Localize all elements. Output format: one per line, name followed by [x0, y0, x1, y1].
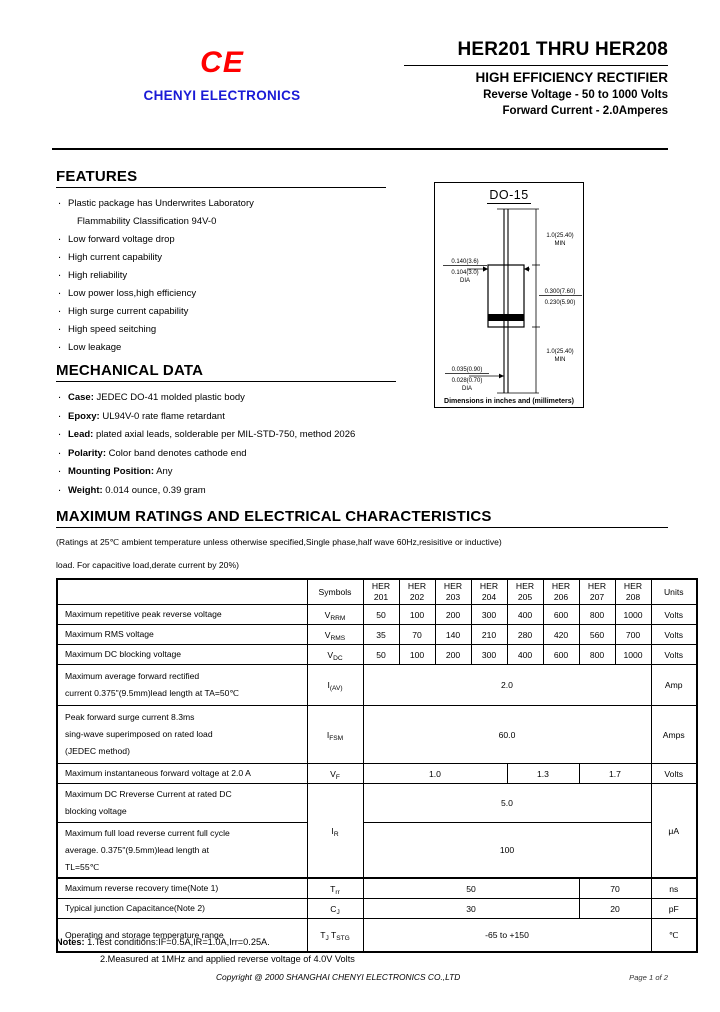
unit-cell: Volts: [651, 605, 697, 625]
param-label: Maximum reverse recovery time(Note 1): [57, 878, 307, 899]
symbol-base: V: [324, 609, 331, 620]
param-label: [57, 784, 307, 823]
do15-outline-svg: [435, 183, 583, 407]
value-cell-spanned: 20: [579, 899, 651, 919]
part-prefix: HER: [551, 581, 571, 591]
symbol-cell: [307, 706, 363, 764]
value-cell: 300: [471, 605, 507, 625]
part-prefix: HER: [623, 581, 643, 591]
value-cell: 400: [507, 645, 543, 665]
value-cell: 100: [399, 645, 435, 665]
table-row: [57, 645, 697, 665]
package-drawing: [434, 182, 584, 408]
svg-text:1.0(25.40): 1.0(25.40): [546, 349, 574, 355]
value-cell-spanned: 50: [363, 878, 579, 899]
unit-cell: Amp: [651, 665, 697, 706]
header-part-201: [363, 579, 399, 605]
table-row: [57, 878, 697, 899]
value-cell: 1000: [615, 605, 651, 625]
param-line: average. 0.375"(9.5mm)lead length at: [65, 844, 209, 855]
value-cell-spanned: 60.0: [363, 706, 651, 764]
svg-text:0.140(3.6): 0.140(3.6): [451, 259, 479, 265]
param-label: [57, 665, 307, 706]
table-row: [57, 605, 697, 625]
part-prefix: HER: [443, 581, 463, 591]
header-blank-cell: [57, 579, 307, 605]
param-label: [57, 823, 307, 879]
list-item: . High reliability: [56, 267, 386, 285]
reverse-voltage-spec: Reverse Voltage - 50 to 1000 Volts: [483, 89, 668, 101]
value-cell-spanned: 1.0: [363, 764, 507, 784]
symbol-base: V: [330, 768, 336, 779]
svg-text:0.028(0.70): 0.028(0.70): [451, 378, 483, 384]
mech-label: Weight:: [68, 484, 103, 496]
features-list: [56, 195, 386, 357]
table-row: [57, 665, 697, 706]
mech-label: Epoxy:: [68, 410, 100, 422]
list-item: . High surge current capability: [56, 303, 386, 321]
company-logo: [92, 46, 352, 104]
part-number: 208: [625, 592, 641, 602]
symbol-base-2: T: [330, 930, 337, 940]
package-dimension-note: Dimensions in inches and (millimeters): [444, 398, 574, 405]
specifications-table-wrapper: [56, 578, 685, 953]
part-prefix: HER: [407, 581, 427, 591]
value-cell-spanned: 1.7: [579, 764, 651, 784]
symbol-base: I: [327, 680, 330, 690]
param-line: blocking voltage: [65, 806, 127, 816]
part-number: 207: [589, 592, 605, 602]
value-cell: 140: [435, 625, 471, 645]
symbol-cell: [307, 645, 363, 665]
table-row: [57, 706, 697, 764]
logo-ce-mark: CE: [200, 46, 244, 79]
value-cell: 400: [507, 605, 543, 625]
symbol-base: T: [330, 883, 336, 894]
unit-cell: ns: [651, 878, 697, 899]
note-line-2: 2.Measured at 1MHz and applied reverse voltage of 4.0V Volts: [100, 954, 355, 964]
value-cell: 200: [435, 605, 471, 625]
title-divider: [404, 65, 668, 66]
symbol-subscript: R: [333, 830, 339, 838]
value-cell-spanned: 2.0: [363, 665, 651, 706]
list-item: . High current capability: [56, 249, 386, 267]
part-number: 202: [409, 592, 425, 602]
header-part-204: [471, 579, 507, 605]
value-cell: 700: [615, 625, 651, 645]
logo-company-name: CHENYI ELECTRONICS: [143, 88, 301, 103]
value-cell: 280: [507, 625, 543, 645]
list-item: . Low power loss,high efficiency: [56, 285, 386, 303]
value-cell: 420: [543, 625, 579, 645]
param-line: Maximum full load reverse current full cycle: [65, 827, 230, 838]
ratings-condition-line-1: (Ratings at 25℃ ambient temperature unless otherwise specified,Single phase,half wave 60Hz,resisitive or inductive): [56, 537, 502, 547]
table-row: [57, 784, 697, 823]
mech-label: Mounting Position:: [68, 466, 155, 477]
features-heading: FEATURES: [56, 168, 138, 185]
list-item: [56, 408, 396, 427]
copyright-text: Copyright @ 2000 SHANGHAI CHENYI ELECTRONICS CO.,LTD: [216, 972, 461, 982]
list-item: [56, 389, 396, 408]
symbol-cell: [307, 665, 363, 706]
list-item: [56, 482, 396, 501]
part-number: 201: [373, 592, 389, 602]
features-divider: [56, 187, 386, 188]
unit-cell: ℃: [651, 919, 697, 953]
page-header: [52, 38, 668, 148]
value-cell: 560: [579, 625, 615, 645]
notes-section: [56, 934, 668, 968]
list-item: . High speed seitching: [56, 321, 386, 339]
value-cell-spanned: 5.0: [363, 784, 651, 823]
svg-text:DIA: DIA: [461, 386, 473, 392]
mech-value: JEDEC DO-41 molded plastic body: [96, 392, 245, 403]
symbol-subscript: (AV): [329, 685, 343, 692]
part-number: 203: [445, 592, 461, 602]
table-row: [57, 625, 697, 645]
unit-cell: Volts: [651, 764, 697, 784]
value-cell: 35: [363, 625, 399, 645]
header-part-203: [435, 579, 471, 605]
product-title-block: [404, 38, 668, 119]
note-line-1: [56, 934, 668, 951]
value-cell: 600: [543, 645, 579, 665]
symbol-base: V: [327, 649, 334, 660]
value-cell: 50: [363, 645, 399, 665]
value-cell: 70: [399, 625, 435, 645]
header-part-205: [507, 579, 543, 605]
symbol-base: T: [320, 930, 326, 940]
symbol-subscript: rr: [335, 888, 340, 896]
value-cell: 100: [399, 605, 435, 625]
param-line: Maximum average forward rectified: [65, 671, 200, 681]
part-prefix: HER: [515, 581, 535, 591]
value-cell: 200: [435, 645, 471, 665]
param-label: Maximum instantaneous forward voltage at 2.0 A: [57, 764, 307, 784]
header-part-207: [579, 579, 615, 605]
table-row: [57, 899, 697, 919]
svg-text:DIA: DIA: [459, 278, 471, 284]
param-label: [57, 706, 307, 764]
table-header-row: [57, 579, 697, 605]
product-subtitle: HIGH EFFICIENCY RECTIFIER: [475, 70, 668, 85]
value-cell: 800: [579, 605, 615, 625]
part-number: 204: [481, 592, 497, 602]
ratings-condition-line-2: load. For capacitive load,derate current by 20%): [56, 560, 239, 570]
value-cell: 1000: [615, 645, 651, 665]
param-line: sing-wave superimposed on rated load: [65, 729, 213, 739]
page-number: Page 1 of 2: [629, 973, 668, 982]
mech-value: UL94V-0 rate flame retardant: [102, 410, 225, 422]
list-item: [56, 463, 396, 482]
mechanical-heading: MECHANICAL DATA: [56, 362, 204, 379]
symbol-subscript: RMS: [330, 634, 346, 642]
symbol-cell: [307, 625, 363, 645]
header-part-206: [543, 579, 579, 605]
mech-label: Case:: [68, 392, 94, 403]
part-prefix: HER: [587, 581, 607, 591]
value-cell-spanned: 70: [579, 878, 651, 899]
header-part-202: [399, 579, 435, 605]
list-item: . Low forward voltage drop: [56, 231, 386, 249]
svg-text:0.230(5.90): 0.230(5.90): [544, 300, 576, 306]
mech-value: Color band denotes cathode end: [108, 447, 247, 459]
note-1-text: 1.Test conditions:IF=0.5A,IR=1.0A,Irr=0.25A.: [87, 937, 270, 947]
header-symbols: Symbols: [307, 579, 363, 605]
mechanical-list: [56, 389, 396, 500]
header-part-208: [615, 579, 651, 605]
param-label: Typical junction Capacitance(Note 2): [57, 899, 307, 919]
symbol-base: C: [330, 903, 337, 914]
symbol-subscript: J: [325, 935, 329, 942]
param-line: current 0.375"(9.5mm)lead length at TA=50℃: [65, 688, 240, 698]
unit-cell: pF: [651, 899, 697, 919]
param-line: TL=55℃: [65, 861, 100, 872]
svg-text:MIN: MIN: [554, 241, 566, 247]
symbol-cell: [307, 764, 363, 784]
notes-label: Notes:: [56, 937, 85, 947]
package-title-text: DO-15: [489, 188, 529, 202]
svg-text:0.104(3.0): 0.104(3.0): [451, 270, 479, 276]
mech-label: Lead:: [68, 429, 94, 440]
table-row: [57, 823, 697, 879]
ratings-heading: MAXIMUM RATINGS AND ELECTRICAL CHARACTERISTICS: [56, 508, 492, 525]
value-cell: 800: [579, 645, 615, 665]
header-divider: [52, 148, 668, 150]
value-cell-spanned: 100: [363, 823, 651, 879]
unit-cell: Volts: [651, 625, 697, 645]
mechanical-divider: [56, 381, 396, 382]
symbol-subscript: J: [336, 908, 340, 916]
svg-text:MIN: MIN: [554, 357, 566, 363]
value-cell: 600: [543, 605, 579, 625]
part-number: 206: [553, 592, 569, 602]
header-units: Units: [651, 579, 697, 605]
svg-text:0.300(7.60): 0.300(7.60): [544, 289, 576, 295]
symbol-base: I: [331, 825, 334, 836]
symbol-cell: [307, 878, 363, 899]
param-line: (JEDEC method): [65, 746, 130, 756]
value-cell: 300: [471, 645, 507, 665]
param-label: Operating and storage temperature range: [57, 919, 307, 953]
symbol-subscript-2: STG: [336, 935, 350, 942]
list-item: Flammability Classification 94V-0: [77, 216, 217, 227]
symbol-subscript: FSM: [329, 734, 344, 742]
param-label: Maximum DC blocking voltage: [57, 645, 307, 665]
unit-cell: μA: [651, 784, 697, 879]
list-item: . Plastic package has Underwrites Laboratory: [56, 195, 386, 213]
symbol-subscript: RRM: [330, 614, 346, 622]
param-line: Peak forward surge current 8.3ms: [65, 712, 195, 722]
unit-cell: Amps: [651, 706, 697, 764]
value-cell: 210: [471, 625, 507, 645]
symbol-subscript: F: [335, 773, 340, 781]
value-cell: 50: [363, 605, 399, 625]
ratings-divider: [56, 527, 668, 528]
mechanical-data-section: [56, 362, 396, 500]
value-cell-spanned: 30: [363, 899, 579, 919]
mech-value: 0.014 ounce, 0.39 gram: [105, 484, 206, 496]
symbol-cell: [307, 899, 363, 919]
list-item: [56, 426, 396, 445]
param-label: Maximum RMS voltage: [57, 625, 307, 645]
symbol-subscript: DC: [333, 654, 343, 662]
part-prefix: HER: [479, 581, 499, 591]
symbol-base: I: [326, 729, 330, 740]
ratings-section: [56, 508, 668, 574]
svg-text:0.035(0.90): 0.035(0.90): [451, 367, 483, 373]
mech-label: Polarity:: [68, 447, 107, 459]
list-item: . Low leakage: [56, 339, 386, 357]
symbol-base: V: [324, 629, 331, 640]
param-line: Maximum DC Rreverse Current at rated DC: [65, 789, 232, 799]
list-item: [56, 445, 396, 464]
specifications-table: [56, 578, 698, 953]
param-label: Maximum repetitive peak reverse voltage: [57, 605, 307, 625]
forward-current-spec: Forward Current - 2.0Amperes: [502, 105, 668, 117]
symbol-cell: [307, 784, 363, 879]
mech-value: Any: [156, 466, 173, 477]
page-title: HER201 THRU HER208: [457, 39, 668, 60]
part-number: 205: [517, 592, 533, 602]
mech-value: plated axial leads, solderable per MIL-STD-750, method 2026: [95, 429, 356, 440]
svg-text:1.0(25.40): 1.0(25.40): [546, 233, 574, 239]
symbol-cell: [307, 605, 363, 625]
value-cell-spanned: -65 to +150: [363, 919, 651, 953]
value-cell-spanned: 1.3: [507, 764, 579, 784]
table-row: [57, 764, 697, 784]
unit-cell: Volts: [651, 645, 697, 665]
part-prefix: HER: [371, 581, 391, 591]
features-section: [56, 168, 386, 357]
